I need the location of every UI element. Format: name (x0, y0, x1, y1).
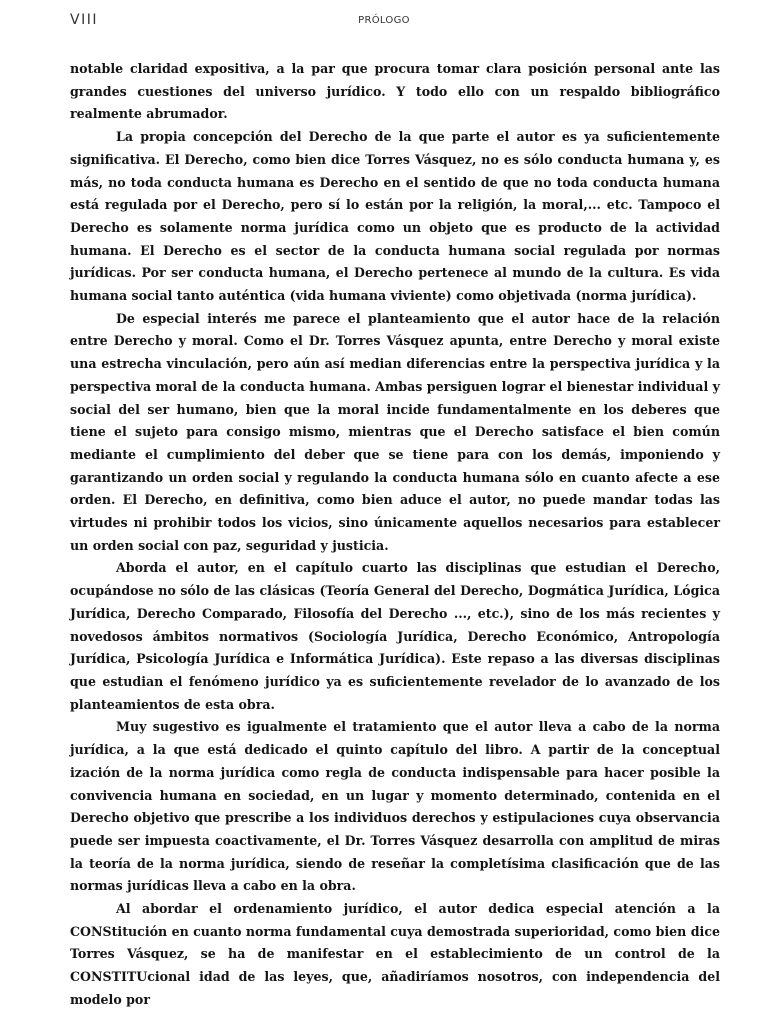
paragraph-1: notable claridad expositiva, a la par que procura tomar clara posición personal ante las grandes cuestiones del universo jurídico. Y todo ello con un respaldo bibliográfico realmente abrumador. (70, 61, 720, 122)
paragraph-2: La propia concepción del Derecho de la que parte el autor es ya suficientemente significativa. El Derecho, como bien dice Torres Vásquez, no es sólo conducta humana y, es más, no toda conducta humana es Derecho en el sentido de que no toda conducta humana está regulada por el Derecho, pero sí lo están por la religión, la moral,... etc. Tampoco el Derecho es solamente norma jurídica como un objeto que es producto de la actividad humana. El Derecho es el sector de la conducta humana social regulada por normas jurídicas. Por ser conducta humana, el Derecho pertenece al mundo de la cultura. Es vida humana social tanto auténtica (vida humana viviente) como objetivada (norma jurídica). (70, 129, 720, 304)
paragraph-6: Al abordar el ordenamiento jurídico, el autor dedica especial atención a la CONStitución en cuanto norma fundamental cuya demostrada superioridad, como bien dice Torres Vásquez, se ha de manifestar en el establecimiento de un control de la CONSTITUcional idad de las leyes, que, añadiríamos nosotros, con independencia del modelo por (70, 901, 720, 1007)
page-header (70, 12, 698, 32)
running-head: PRÓLOGO (358, 15, 410, 26)
paragraph-5: Muy sugestivo es igualmente el tratamiento que el autor lleva a cabo de la norma jurídica, a la que está dedicado el quinto capítulo del libro. A partir de la conceptual ización de la norma jurídica como regla de conducta indispensable para hacer posible la convivencia humana en sociedad, en un lugar y momento determinado, contenida en el Derecho objetivo que prescribe a los individuos derechos y estipulaciones cuya observancia puede ser impuesta coactivamente, el Dr. Torres Vásquez desarrolla con amplitud de miras la teoría de la norma jurídica, siendo de reseñar la completísima clasificación que de las normas jurídicas lleva a cabo en la obra. (70, 719, 720, 894)
page-number: VIII (70, 12, 98, 28)
paragraph-3: De especial interés me parece el planteamiento que el autor hace de la relación entre Derecho y moral. Como el Dr. Torres Vásquez apunta, entre Derecho y moral existe una estrecha vinculación, pero aún así median diferencias entre la perspectiva jurídica y la perspectiva moral de la conducta humana. Ambas persiguen lograr el bienestar individual y social del ser humano, bien que la moral incide fundamentalmente en los deberes que tiene el sujeto para consigo mismo, mientras que el Derecho satisface el bien común mediante el cumplimiento del deber que se tiene para con los demás, imponiendo y garantizando un orden social y regulando la conducta humana sólo en cuanto afecte a ese orden. El Derecho, en definitiva, como bien aduce el autor, no puede mandar todas las virtudes ni prohibir todos los vicios, sino únicamente aquellos necesarios para establecer un orden social con paz, seguridad y justicia. (70, 310, 720, 553)
body-text (70, 58, 720, 1012)
paragraph-4: Aborda el autor, en el capítulo cuarto las disciplinas que estudian el Derecho, ocupándose no sólo de las clásicas (Teoría General del Derecho, Dogmática Jurídica, Lógica Jurídica, Derecho Comparado, Filosofía del Derecho ..., etc.), sino de los más recientes y novedosos ámbitos normativos (Sociología Jurídica, Derecho Económico, Antropología Jurídica, Psicología Jurídica e Informática Jurídica). Este repaso a las diversas disciplinas que estudian el fenómeno jurídico ya es suficientemente revelador de lo avanzado de los planteamientos de esta obra. (70, 560, 720, 712)
